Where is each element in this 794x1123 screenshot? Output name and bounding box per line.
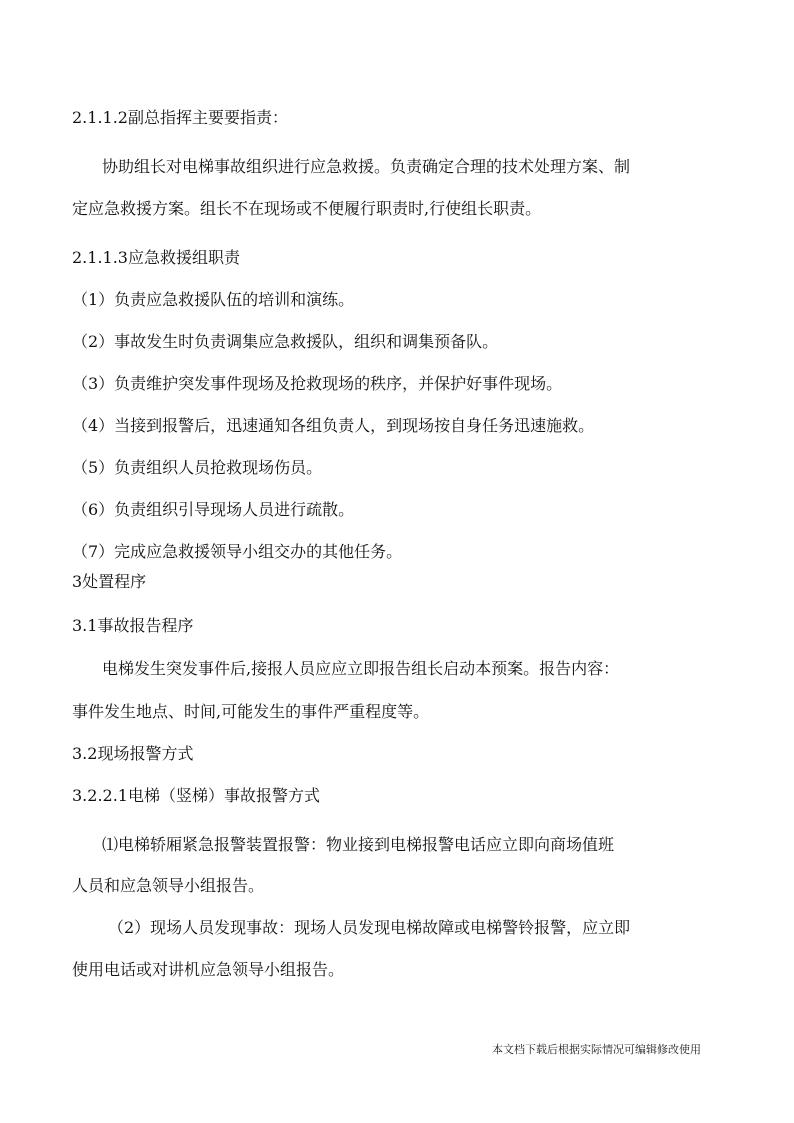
heading-2-1-1-2: 2.1.1.2副总指挥主要要指责： [72,108,288,127]
heading-3: 3处置程序 [72,572,147,591]
list-item: （4）当接到报警后，迅速通知各组负责人，到现场按自身任务迅速施救。 [72,416,595,435]
list-item: （6）负责组织引导现场人员进行疏散。 [72,500,355,519]
paragraph-line: 协助组长对电梯事故组织进行应急救援。负责确定合理的技术处理方案、制 [102,157,631,176]
list-item: （1）负责应急救援队伍的培训和演练。 [72,290,355,309]
paragraph-line: （2）现场人员发现事故：现场人员发现电梯故障或电梯警铃报警，应立即 [108,918,631,937]
footer-note: 本文档下载后根据实际情况可编辑修改使用 [492,1043,701,1056]
heading-3-1: 3.1事故报告程序 [72,616,194,635]
paragraph-line: 人员和应急领导小组报告。 [72,876,265,895]
paragraph-line: 电梯发生突发事件后,接报人员应应立即报告组长启动本预案。报告内容： [102,659,620,678]
list-item: （7）完成应急救援领导小组交办的其他任务。 [72,542,403,561]
heading-3-2: 3.2现场报警方式 [72,744,194,763]
paragraph-line: ⑴电梯轿厢紧急报警装置报警：物业接到电梯报警电话应立即向商场值班 [102,835,615,854]
list-item: （5）负责组织人员抢救现场伤员。 [72,458,323,477]
list-item: （3）负责维护突发事件现场及抢救现场的秩序，并保护好事件现场。 [72,374,563,393]
paragraph-line: 定应急救援方案。组长不在现场或不便履行职责时,行使组长职责。 [72,199,542,218]
heading-2-1-1-3: 2.1.1.3应急救援组职责 [72,248,240,267]
paragraph-line: 使用电话或对讲机应急领导小组报告。 [72,960,345,979]
heading-3-2-2-1: 3.2.2.1电梯（竖梯）事故报警方式 [72,786,320,805]
list-item: （2）事故发生时负责调集应急救援队，组织和调集预备队。 [72,332,499,351]
paragraph-line: 事件发生地点、时间,可能发生的事件严重程度等。 [72,702,430,721]
